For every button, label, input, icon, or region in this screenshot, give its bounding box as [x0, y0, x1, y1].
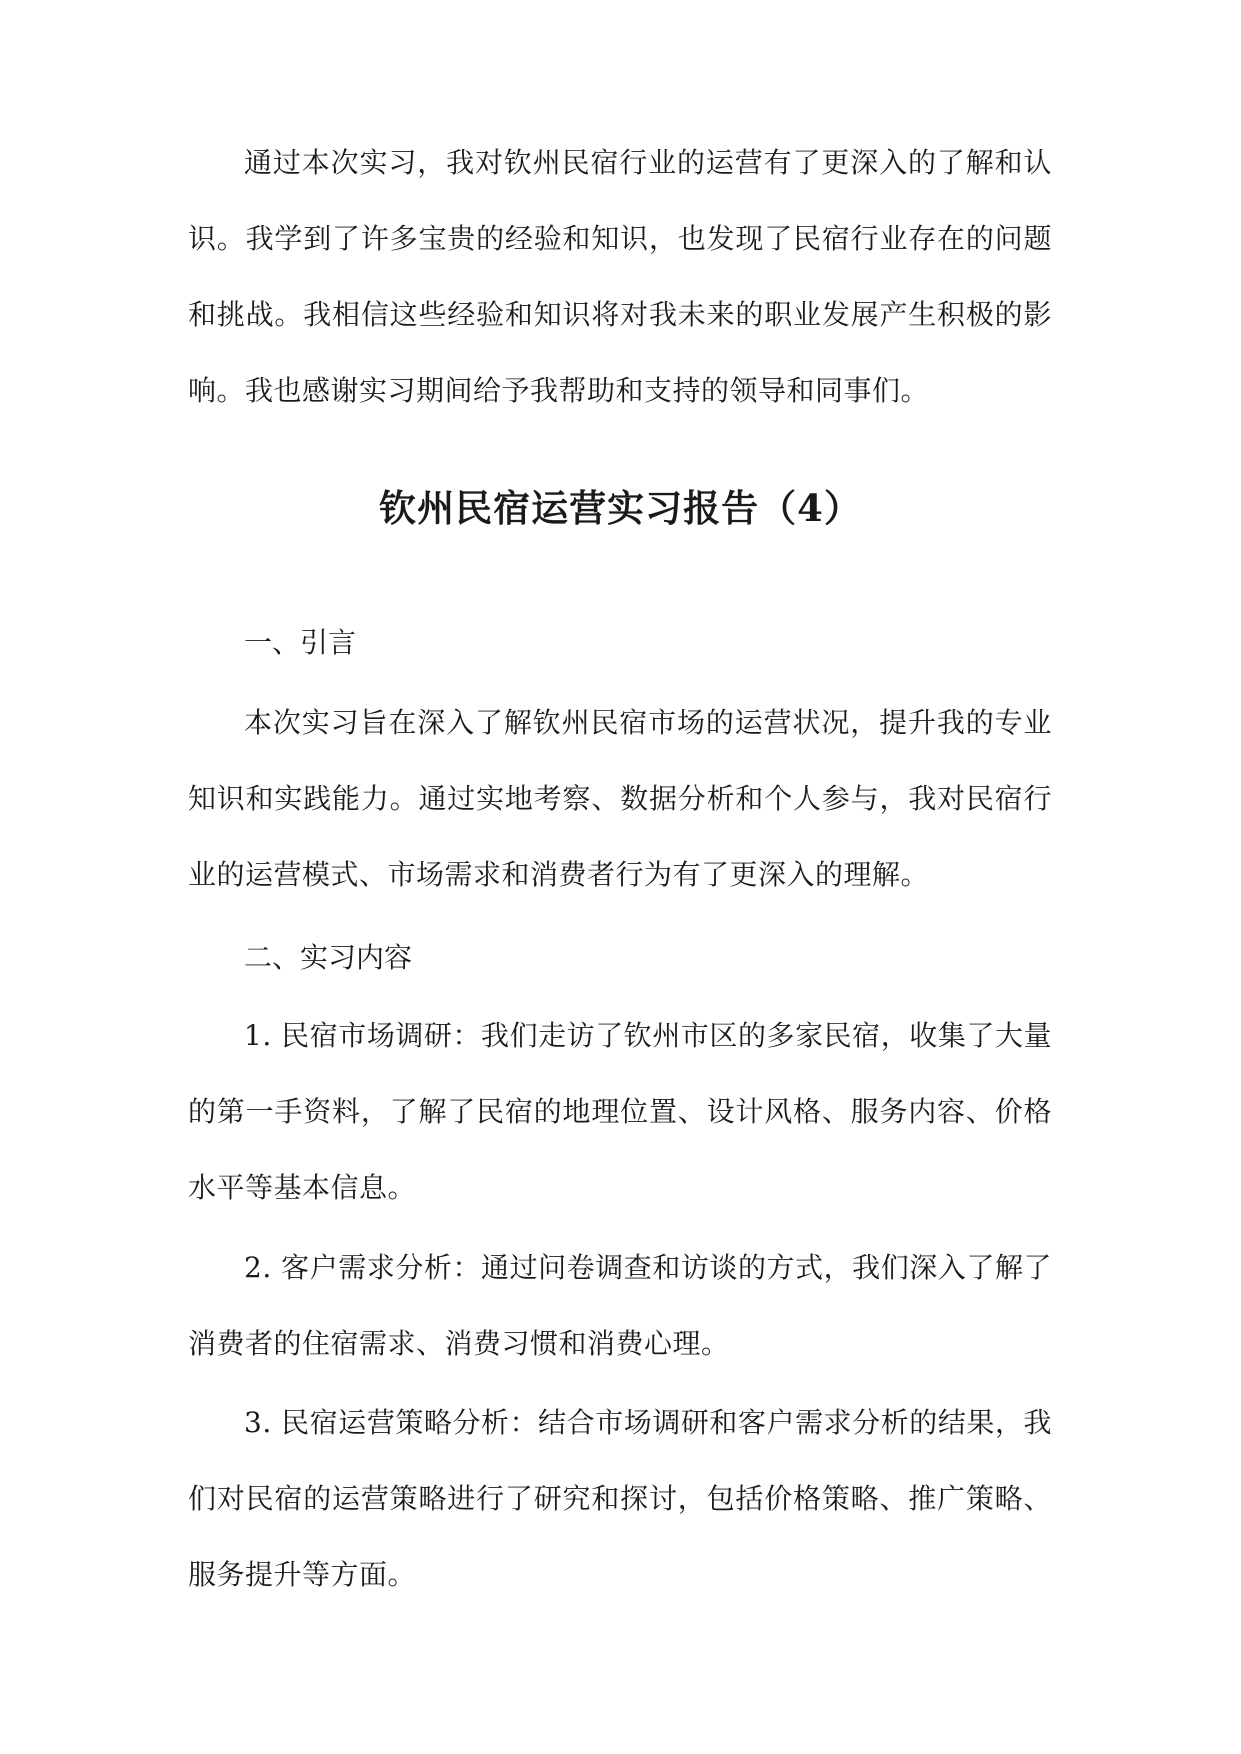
section1-body: 本次实习旨在深入了解钦州民宿市场的运营状况，提升我的专业知识和实践能力。通过实地考察、数据分析和个人参与，我对民宿行业的运营模式、市场需求和消费者行为有了更深入的理解。 [188, 706, 1052, 891]
intro-paragraph: 通过本次实习，我对钦州民宿行业的运营有了更深入的了解和认识。我学到了许多宝贵的经验和知识，也发现了民宿行业存在的问题和挑战。我相信这些经验和知识将对我未来的职业发展产生积极的影响。我也感谢实习期间给予我帮助和支持的领导和同事们。 [188, 146, 1052, 407]
section2-heading: 二、实习内容 [244, 941, 413, 974]
section2-item-1: 1. 民宿市场调研：我们走访了钦州市区的多家民宿，收集了大量的第一手资料，了解了民宿的地理位置、设计风格、服务内容、价格水平等基本信息。 [188, 1019, 1052, 1204]
section1-heading: 一、引言 [244, 626, 357, 659]
section2-item-3: 3. 民宿运营策略分析：结合市场调研和客户需求分析的结果，我们对民宿的运营策略进行了研究和探讨，包括价格策略、推广策略、服务提升等方面。 [188, 1406, 1052, 1591]
section2-item-2: 2. 客户需求分析：通过问卷调查和访谈的方式，我们深入了解了消费者的住宿需求、消费习惯和消费心理。 [188, 1251, 1052, 1360]
page-title: 钦州民宿运营实习报告（4） [379, 486, 862, 530]
